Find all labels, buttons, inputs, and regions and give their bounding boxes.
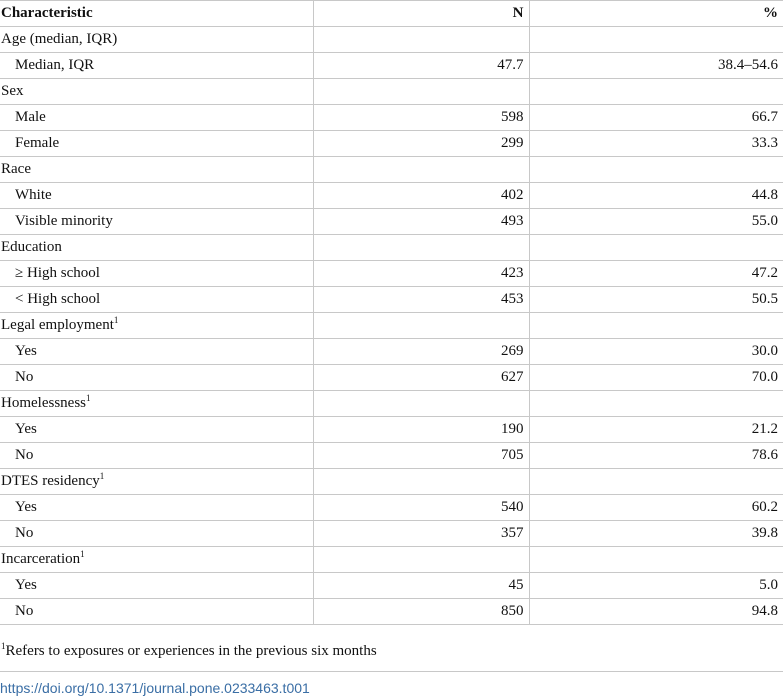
n-value (313, 157, 529, 183)
table-row (0, 365, 783, 391)
percent-value (529, 391, 783, 417)
group-label (0, 157, 313, 183)
label-text: Homelessness (1, 395, 86, 411)
percent-value: 38.4–54.6 (529, 53, 783, 79)
footer-divider (0, 671, 783, 672)
row-label (0, 365, 313, 391)
label-text: Yes (15, 577, 37, 593)
table-row (0, 105, 783, 131)
table-group-row (0, 235, 783, 261)
percent-value (529, 27, 783, 53)
table-row (0, 131, 783, 157)
header-percent: % (529, 1, 783, 27)
table-body (0, 27, 783, 625)
percent-value: 33.3 (529, 131, 783, 157)
label-text: < High school (15, 291, 101, 307)
row-label (0, 131, 313, 157)
percent-value: 60.2 (529, 495, 783, 521)
row-label (0, 417, 313, 443)
row-label (0, 339, 313, 365)
label-text: Legal employment (1, 317, 114, 333)
footnote-marker: 1 (1, 641, 6, 651)
n-value: 45 (313, 573, 529, 599)
n-value: 453 (313, 287, 529, 313)
table-row (0, 521, 783, 547)
table-row (0, 53, 783, 79)
footnote-ref: 1 (99, 471, 105, 481)
n-value: 47.7 (313, 53, 529, 79)
n-value: 190 (313, 417, 529, 443)
n-value: 357 (313, 521, 529, 547)
n-value: 627 (313, 365, 529, 391)
percent-value (529, 79, 783, 105)
table-row (0, 183, 783, 209)
percent-value: 30.0 (529, 339, 783, 365)
n-value: 493 (313, 209, 529, 235)
row-label (0, 105, 313, 131)
percent-value: 70.0 (529, 365, 783, 391)
label-text: Incarceration (1, 551, 81, 567)
n-value: 423 (313, 261, 529, 287)
row-label (0, 495, 313, 521)
label-text: Sex (1, 83, 24, 99)
n-value: 269 (313, 339, 529, 365)
group-label (0, 27, 313, 53)
label-text: Yes (15, 343, 37, 359)
group-label (0, 79, 313, 105)
group-label (0, 235, 313, 261)
label-text: White (15, 187, 52, 203)
n-value (313, 313, 529, 339)
n-value: 850 (313, 599, 529, 625)
table-group-row (0, 547, 783, 573)
footnote-ref: 1 (113, 315, 119, 325)
label-text: Education (1, 239, 62, 255)
label-text: Female (15, 135, 60, 151)
label-text: Yes (15, 421, 37, 437)
table-row (0, 417, 783, 443)
n-value (313, 79, 529, 105)
percent-value (529, 547, 783, 573)
table-row (0, 573, 783, 599)
label-text: No (15, 447, 34, 463)
n-value (313, 469, 529, 495)
label-text: ≥ High school (15, 265, 100, 281)
label-text: No (15, 603, 34, 619)
group-label (0, 547, 313, 573)
table-group-row (0, 79, 783, 105)
row-label (0, 53, 313, 79)
table-row (0, 599, 783, 625)
row-label (0, 573, 313, 599)
percent-value: 94.8 (529, 599, 783, 625)
row-label (0, 521, 313, 547)
percent-value: 5.0 (529, 573, 783, 599)
label-text: Age (median, IQR) (1, 31, 118, 47)
table-row (0, 261, 783, 287)
percent-value: 78.6 (529, 443, 783, 469)
label-text: Yes (15, 499, 37, 515)
n-value: 299 (313, 131, 529, 157)
group-label (0, 469, 313, 495)
row-label (0, 261, 313, 287)
label-text: Median, IQR (15, 57, 95, 73)
percent-value: 47.2 (529, 261, 783, 287)
percent-value (529, 157, 783, 183)
label-text: No (15, 369, 34, 385)
n-value (313, 547, 529, 573)
header-n: N (313, 1, 529, 27)
n-value: 540 (313, 495, 529, 521)
label-text: Male (15, 109, 46, 125)
row-label (0, 443, 313, 469)
row-label (0, 599, 313, 625)
table-group-row (0, 469, 783, 495)
table-footnote (1, 643, 377, 660)
row-label (0, 287, 313, 313)
label-text: No (15, 525, 34, 541)
table-row (0, 287, 783, 313)
table-group-row (0, 157, 783, 183)
percent-value: 66.7 (529, 105, 783, 131)
table-group-row (0, 313, 783, 339)
percent-value: 21.2 (529, 417, 783, 443)
label-text: Race (1, 161, 31, 177)
percent-value: 44.8 (529, 183, 783, 209)
table-row (0, 495, 783, 521)
table-row (0, 339, 783, 365)
footnote-text: Refers to exposures or experiences in the previous six months (5, 643, 377, 659)
group-label (0, 391, 313, 417)
table-group-row (0, 391, 783, 417)
footnote-ref: 1 (80, 549, 85, 559)
doi-link[interactable]: https://doi.org/10.1371/journal.pone.0233463.t001 (0, 680, 310, 696)
percent-value (529, 469, 783, 495)
n-value (313, 27, 529, 53)
label-text: Visible minority (15, 213, 113, 229)
label-text: DTES residency (1, 473, 100, 489)
n-value: 402 (313, 183, 529, 209)
percent-value: 50.5 (529, 287, 783, 313)
percent-value: 39.8 (529, 521, 783, 547)
table-group-row (0, 27, 783, 53)
header-characteristic: Characteristic (0, 1, 313, 27)
n-value: 598 (313, 105, 529, 131)
footnote-ref: 1 (86, 393, 91, 403)
percent-value (529, 235, 783, 261)
row-label (0, 183, 313, 209)
n-value: 705 (313, 443, 529, 469)
n-value (313, 235, 529, 261)
table-row (0, 209, 783, 235)
row-label (0, 209, 313, 235)
percent-value (529, 313, 783, 339)
percent-value: 55.0 (529, 209, 783, 235)
n-value (313, 391, 529, 417)
header-row (0, 1, 783, 27)
table-row (0, 443, 783, 469)
group-label (0, 313, 313, 339)
